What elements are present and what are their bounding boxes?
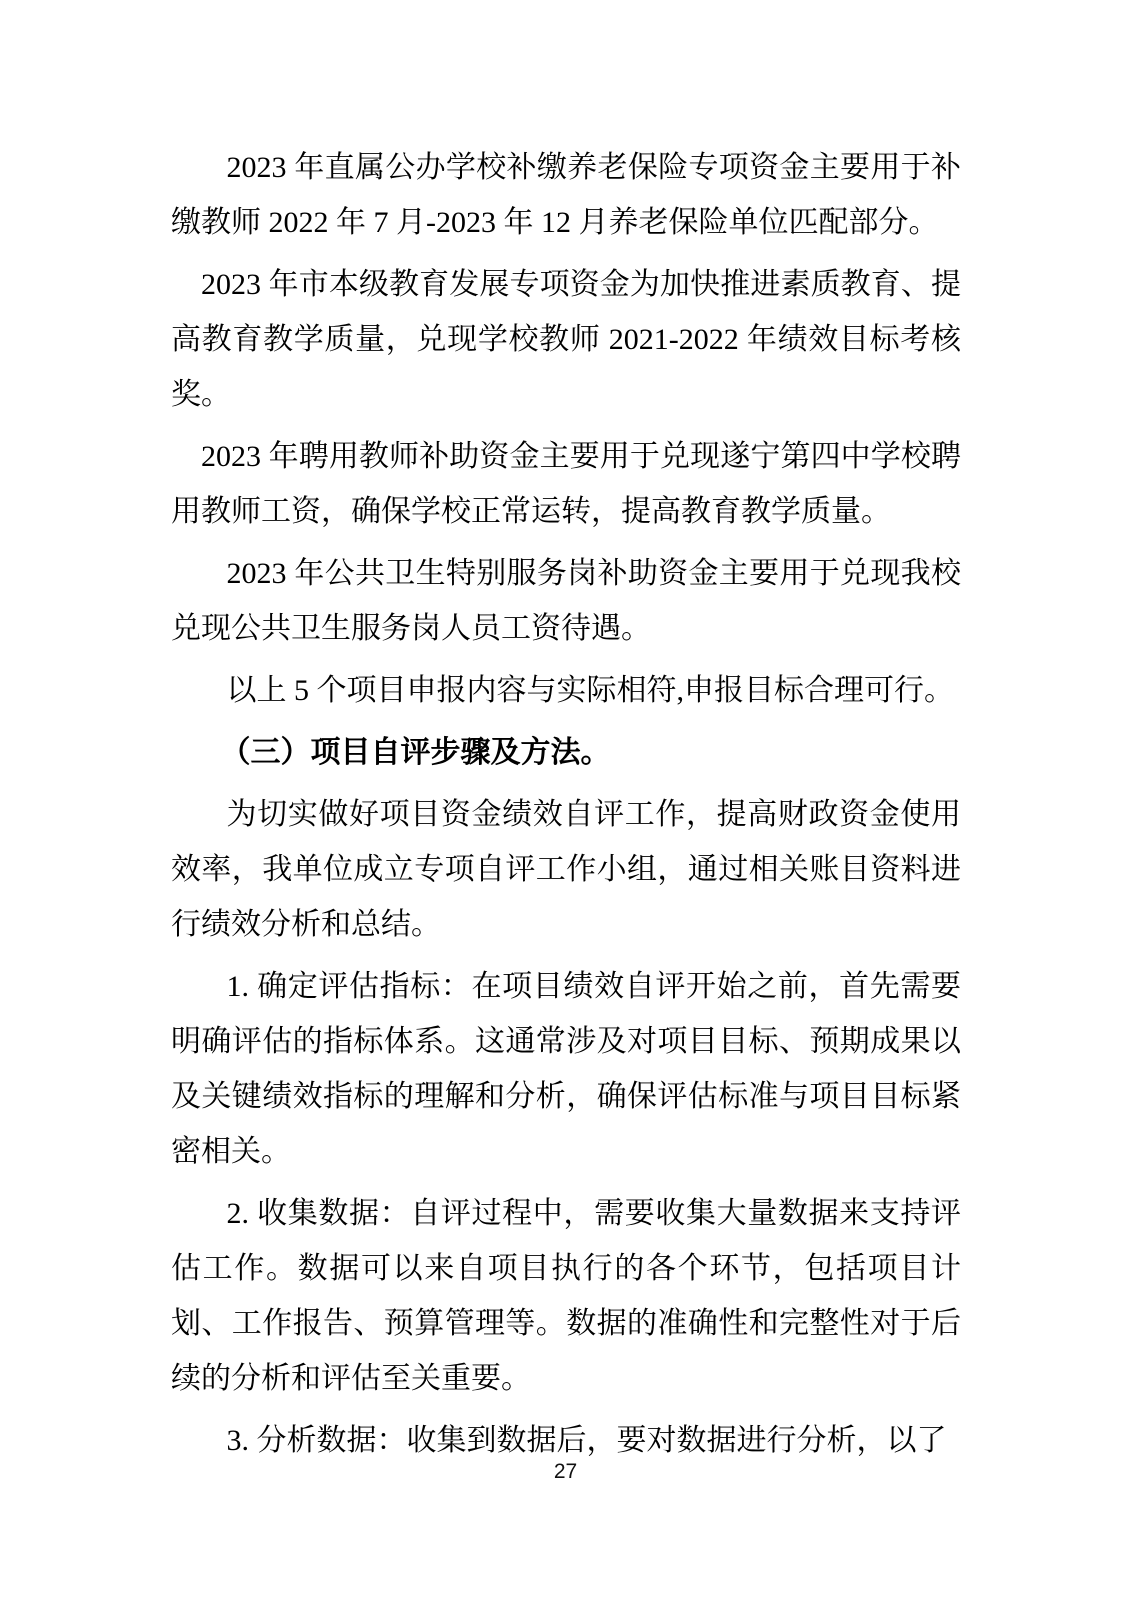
heading-self-evaluation-steps: （三）项目自评步骤及方法。 [220, 736, 611, 769]
paragraph-public-health-fund: 2023 年公共卫生特别服务岗补助资金主要用于兑现我校兑现公共卫生服务岗人员工资待遇。 [171, 557, 961, 645]
paragraph-workgroup: 为切实做好项目资金绩效自评工作，提高财政资金使用效率，我单位成立专项自评工作小组，通过相关账目资料进行绩效分析和总结。 [171, 798, 961, 941]
page-number: 27 [553, 1460, 578, 1483]
paragraph-step1-define-indicators: 1. 确定评估指标：在项目绩效自评开始之前，首先需要明确评估的指标体系。这通常涉及对项目目标、预期成果以及关键绩效指标的理解和分析，确保评估标准与项目目标紧密相关。 [171, 970, 961, 1168]
paragraph-step3-analyze-data: 3. 分析数据：收集到数据后，要对数据进行分析，以了 [226, 1424, 947, 1457]
paragraph-summary: 以上 5 个项目申报内容与实际相符,申报目标合理可行。 [226, 674, 954, 707]
paragraph-education-development-fund: 2023 年市本级教育发展专项资金为加快推进素质教育、提高教育教学质量，兑现学校教师 2021-2022 年绩效目标考核奖。 [171, 268, 961, 411]
paragraph-step2-collect-data: 2. 收集数据：自评过程中，需要收集大量数据来支持评估工作。数据可以来自项目执行的各个环节，包括项目计划、工作报告、预算管理等。数据的准确性和完整性对于后续的分析和评估至关重要。 [171, 1197, 961, 1395]
paragraph-hired-teachers-fund: 2023 年聘用教师补助资金主要用于兑现遂宁第四中学校聘用教师工资，确保学校正常运转，提高教育教学质量。 [171, 440, 961, 528]
document-body [171, 140, 961, 1468]
paragraph-pension-fund: 2023 年直属公办学校补缴养老保险专项资金主要用于补缴教师 2022 年 7 月-2023 年 12 月养老保险单位匹配部分。 [171, 151, 961, 239]
